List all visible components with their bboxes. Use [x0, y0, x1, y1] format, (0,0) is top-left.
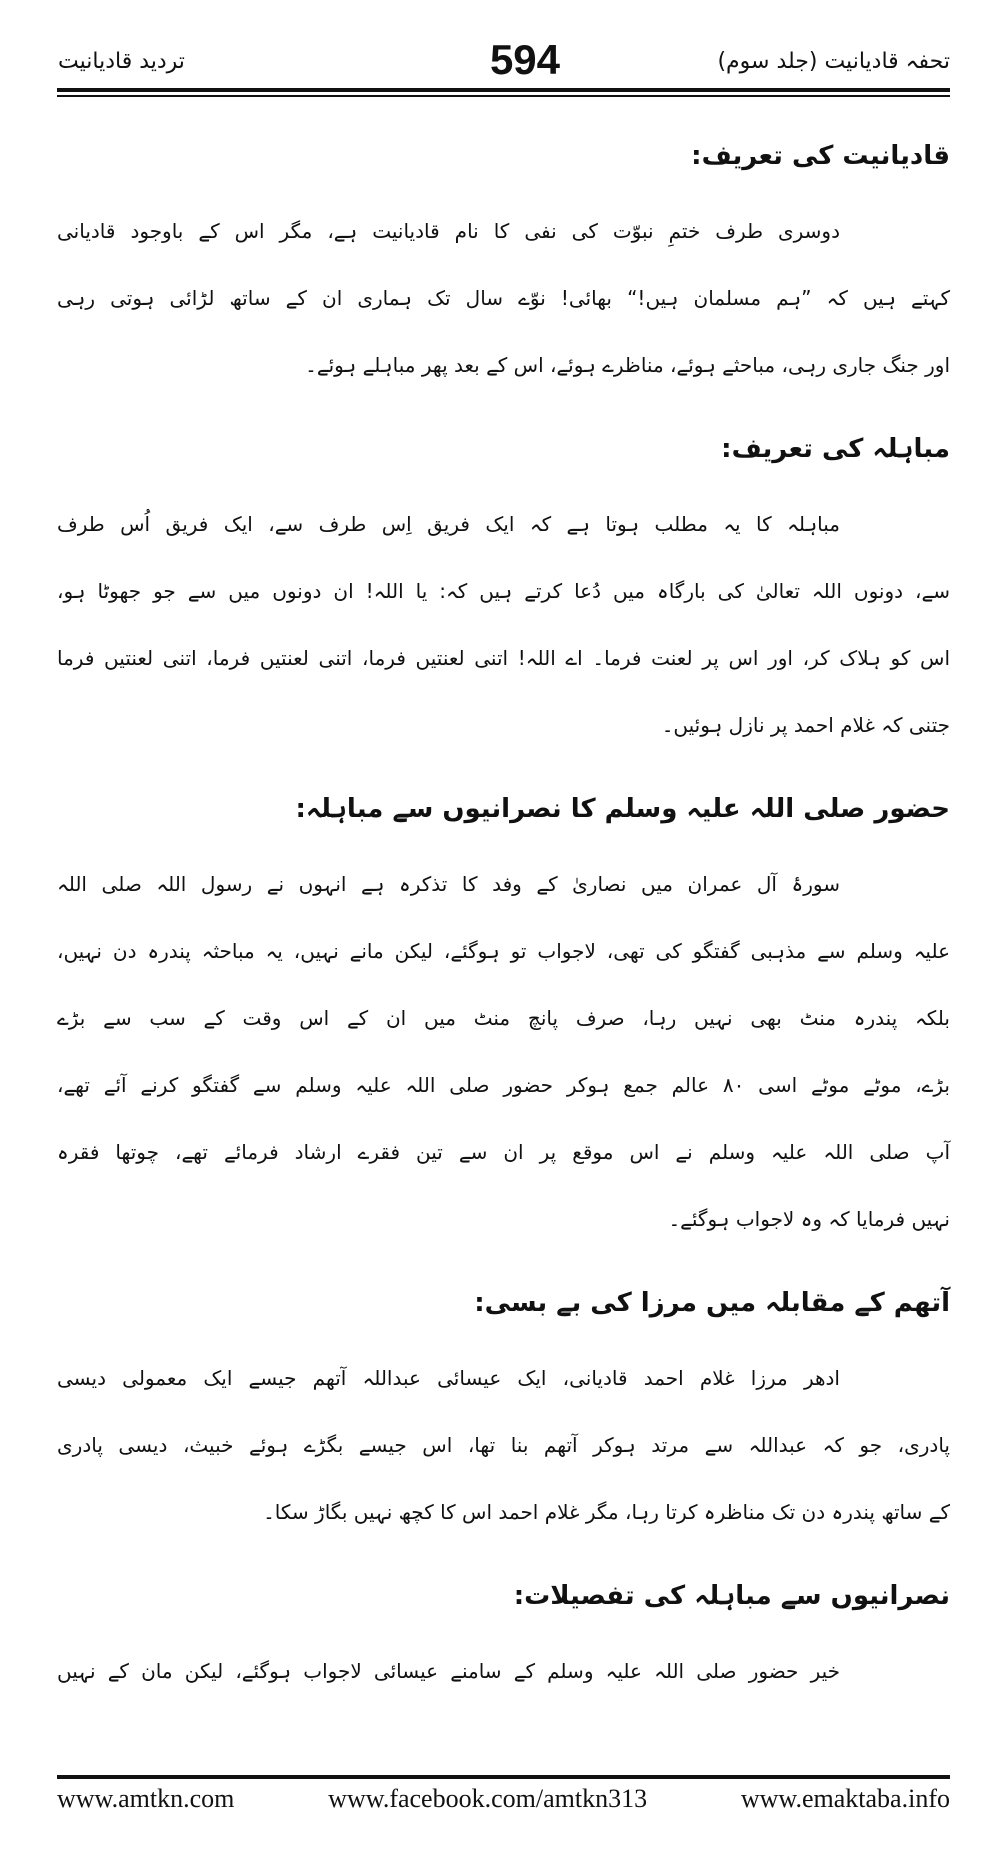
text-line: جتنی کہ غلام احمد پر نازل ہوئیں۔: [661, 713, 950, 737]
text-line: بڑے، موٹے موٹے اسی ۸۰ عالم جمع ہوکر حضور صلی اللہ علیہ وسلم سے گفتگو کرنے آئے تھے،: [57, 1073, 950, 1097]
section-heading: نصرانیوں سے مباہلہ کی تفصیلات:: [513, 1581, 950, 1611]
footer-link-emaktaba[interactable]: www.emaktaba.info: [740, 1784, 950, 1813]
footer-link-facebook[interactable]: www.facebook.com/amtkn313: [328, 1784, 648, 1813]
footer-links: [57, 1783, 950, 1815]
text-line: کہتے ہیں کہ ”ہم مسلمان ہیں!“ بھائی! نوّے سال تک ہماری ان کے ساتھ لڑائی ہوتی رہی: [57, 286, 950, 310]
section-gap: [57, 1253, 950, 1269]
section-heading: آتھم کے مقابلہ میں مرزا کی بے بسی:: [474, 1288, 950, 1318]
text-line: ادھر مرزا غلام احمد قادیانی، ایک عیسائی عبداللہ آتھم جیسے ایک معمولی دیسی: [57, 1366, 840, 1390]
footer-rule: [57, 1775, 950, 1779]
page-number: 594: [489, 36, 561, 83]
header-rule-thin: [57, 95, 950, 97]
text-line: بلکہ پندرہ منٹ بھی نہیں رہا، صرف پانچ منٹ میں ان کے اس وقت کے سب سے بڑے: [57, 1006, 950, 1030]
running-header-book-title: تحفہ قادیانیت (جلد سوم): [717, 49, 950, 74]
text-line: آپ صلی اللہ علیہ وسلم نے اس موقع پر ان سے تین فقرے ارشاد فرمائے تھے، چوتھا فقرہ: [57, 1140, 950, 1164]
text-line: مباہلہ کا یہ مطلب ہوتا ہے کہ ایک فریق اِس طرف سے، ایک فریق اُس طرف: [57, 512, 840, 536]
text-line: سورۂ آل عمران میں نصاریٰ کے وفد کا تذکرہ ہے انہوں نے رسول اللہ صلی اللہ: [57, 872, 840, 896]
running-header-section-title: تردید قادیانیت: [58, 49, 185, 74]
text-line: پادری، جو کہ عبداللہ سے مرتد ہوکر آتھم بنا تھا، اس جیسے بگڑے ہوئے خبیث، دیسی پادری: [57, 1433, 950, 1457]
section-heading: قادیانیت کی تعریف:: [691, 141, 950, 171]
section-gap: [57, 399, 950, 415]
section-gap: [57, 759, 950, 775]
section-gap: [57, 1546, 950, 1562]
text-line: دوسری طرف ختمِ نبوّت کی نفی کا نام قادیانیت ہے، مگر اس کے باوجود قادیانی: [57, 219, 840, 243]
text-line: نہیں فرمایا کہ وہ لاجواب ہوگئے۔: [668, 1207, 950, 1231]
text-line: سے، دونوں اللہ تعالیٰ کی بارگاہ میں دُعا کرتے ہیں کہ: یا اللہ! ان دونوں میں سے جو جھوٹا ہو،: [57, 579, 950, 603]
text-line: خیر حضور صلی اللہ علیہ وسلم کے سامنے عیسائی لاجواب ہوگئے، لیکن مان کے نہیں: [57, 1659, 840, 1683]
text-line: اس کو ہلاک کر، اور اس پر لعنت فرما۔ اے اللہ! اتنی لعنتیں فرما، اتنی لعنتیں فرما، اتنی لعنتیں فرما: [57, 646, 950, 670]
text-line: علیہ وسلم سے مذہبی گفتگو کی تھی، لاجواب تو ہوگئے، لیکن مانے نہیں، یہ مباحثہ پندرہ دن نہیں،: [57, 939, 950, 963]
header-rule-thick: [57, 88, 950, 92]
section-heading: حضور صلی اللہ علیہ وسلم کا نصرانیوں سے مباہلہ:: [295, 794, 950, 824]
section-heading: مباہلہ کی تعریف:: [721, 434, 950, 464]
text-line: اور جنگ جاری رہی، مباحثے ہوئے، مناظرے ہوئے، اس کے بعد پھر مباہلے ہوئے۔: [305, 353, 950, 377]
body-text: [57, 122, 950, 1705]
text-line: کے ساتھ پندرہ دن تک مناظرہ کرتا رہا، مگر غلام احمد اس کا کچھ نہیں بگاڑ سکا۔: [263, 1500, 950, 1524]
footer-link-website[interactable]: www.amtkn.com: [57, 1784, 235, 1813]
